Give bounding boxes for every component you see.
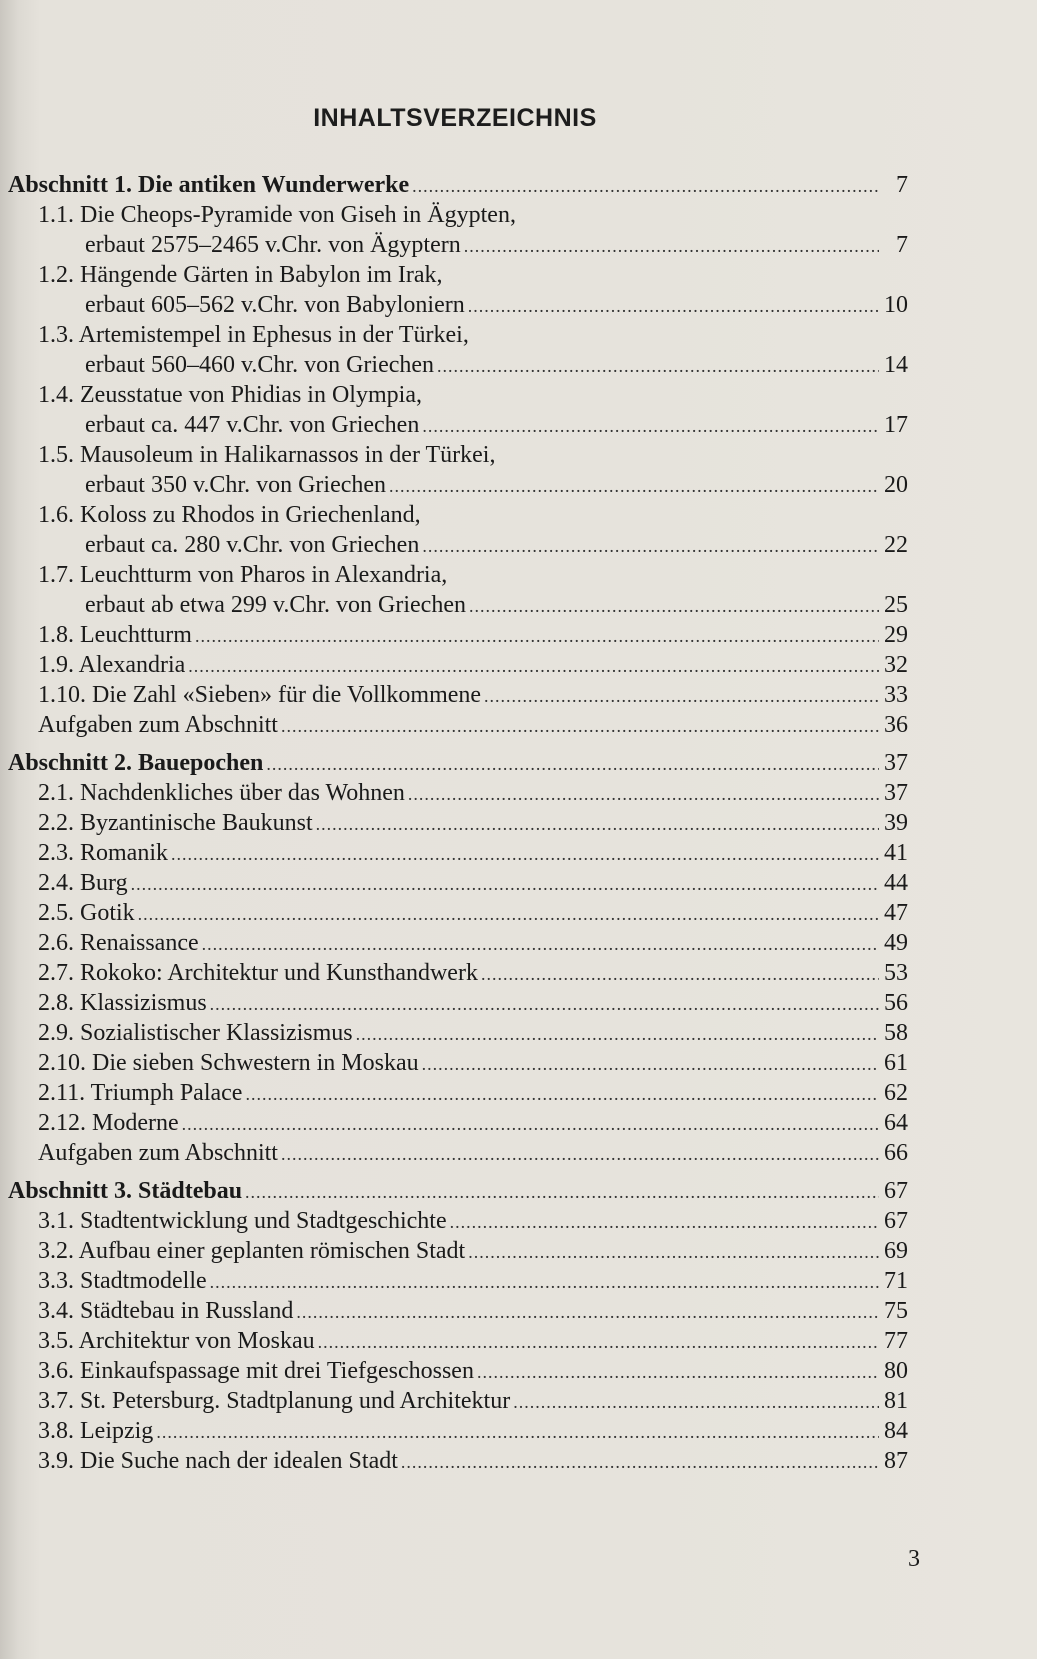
toc-entry xyxy=(8,1138,908,1168)
toc-entry-page: 69 xyxy=(884,1238,908,1264)
dot-leader xyxy=(469,591,879,621)
toc-entry xyxy=(8,1266,908,1296)
toc-entry-page: 64 xyxy=(884,1110,908,1136)
toc-entry xyxy=(8,868,908,898)
toc-entry-page: 44 xyxy=(884,870,908,896)
toc-entry-title: 2.8. Klassizismus xyxy=(38,990,207,1016)
toc-entry xyxy=(8,380,908,410)
toc-entry-page: 81 xyxy=(884,1388,908,1414)
toc-entry xyxy=(8,838,908,868)
toc-entry-title: 1.8. Leuchtturm xyxy=(38,622,192,648)
dot-leader xyxy=(422,1049,879,1079)
toc-entry xyxy=(8,1446,908,1476)
toc-entry-title: erbaut 350 v.Chr. von Griechen xyxy=(85,472,387,498)
toc-entry-title: 2.9. Sozialistischer Klassizismus xyxy=(38,1020,353,1046)
toc-chapter xyxy=(8,1176,908,1206)
dot-leader xyxy=(401,1447,879,1477)
toc-chapter xyxy=(8,748,908,778)
toc-entry xyxy=(8,958,908,988)
toc-entry xyxy=(8,590,908,620)
toc-entry-page: 22 xyxy=(884,532,908,558)
toc-entry-page: 62 xyxy=(884,1080,908,1106)
toc-entry-page: 33 xyxy=(884,682,908,708)
toc-entry-title: 1.5. Mausoleum in Halikarnassos in der Türkei, xyxy=(38,442,496,468)
toc-entry-title: 2.11. Triumph Palace xyxy=(38,1080,243,1106)
toc-entry xyxy=(8,1416,908,1446)
toc-entry xyxy=(8,500,908,530)
toc-entry-page: 20 xyxy=(884,472,908,498)
toc-entry-page: 53 xyxy=(884,960,908,986)
toc-entry-title: 3.2. Aufbau einer geplanten römischen Stadt xyxy=(38,1238,466,1264)
toc-entry-title: 3.1. Stadtentwicklung und Stadtgeschichte xyxy=(38,1208,447,1234)
toc-entry xyxy=(8,898,908,928)
toc-entry-page: 75 xyxy=(884,1298,908,1324)
toc-entry xyxy=(8,1236,908,1266)
dot-leader xyxy=(316,809,879,839)
toc-entry-title: 1.3. Artemistempel in Ephesus in der Türkei, xyxy=(38,322,469,348)
dot-leader xyxy=(210,1267,879,1297)
dot-leader xyxy=(408,779,879,809)
toc-entry-page: 71 xyxy=(884,1268,908,1294)
toc-entry-title: 2.5. Gotik xyxy=(38,900,135,926)
toc-entry xyxy=(8,440,908,470)
dot-leader xyxy=(266,749,879,779)
dot-leader xyxy=(481,959,879,989)
dot-leader xyxy=(296,1297,879,1327)
toc-entry-page: 58 xyxy=(884,1020,908,1046)
toc-entry-page: 47 xyxy=(884,900,908,926)
dot-leader xyxy=(245,1177,879,1207)
toc-entry-title: 3.9. Die Suche nach der idealen Stadt xyxy=(38,1448,398,1474)
dot-leader xyxy=(182,1109,879,1139)
toc-entry-page: 25 xyxy=(884,592,908,618)
toc-entry xyxy=(8,530,908,560)
toc-entry xyxy=(8,988,908,1018)
dot-leader xyxy=(156,1417,879,1447)
dot-leader xyxy=(131,869,879,899)
toc-entry-page: 61 xyxy=(884,1050,908,1076)
dot-leader xyxy=(484,681,879,711)
dot-leader xyxy=(138,899,879,929)
toc-entry-title: 3.3. Stadtmodelle xyxy=(38,1268,207,1294)
toc-entry-page: 37 xyxy=(884,750,908,776)
toc-entry-title: 2.12. Moderne xyxy=(38,1110,179,1136)
toc-entry-title: erbaut ca. 447 v.Chr. von Griechen xyxy=(85,412,420,438)
toc-entry-page: 49 xyxy=(884,930,908,956)
toc-entry xyxy=(8,320,908,350)
toc-entry-title: erbaut 2575–2465 v.Chr. von Ägyptern xyxy=(85,232,461,258)
dot-leader xyxy=(281,1139,879,1169)
toc-entry xyxy=(8,350,908,380)
toc-entry-title: erbaut 605–562 v.Chr. von Babyloniern xyxy=(85,292,465,318)
toc-entry xyxy=(8,290,908,320)
toc-entry xyxy=(8,230,908,260)
page-title: INHALTSVERZEICHNIS xyxy=(313,104,597,132)
dot-leader xyxy=(464,231,879,261)
toc-entry xyxy=(8,1386,908,1416)
toc-entry-title: 1.9. Alexandria xyxy=(38,652,186,678)
toc-chapter xyxy=(8,170,908,200)
toc-entry xyxy=(8,1356,908,1386)
toc-entry-page: 32 xyxy=(884,652,908,678)
toc-entry-title: 2.2. Byzantinische Baukunst xyxy=(38,810,313,836)
toc-entry-page: 17 xyxy=(884,412,908,438)
toc-entry xyxy=(8,650,908,680)
dot-leader xyxy=(356,1019,879,1049)
toc-entry xyxy=(8,470,908,500)
toc-entry-title: 3.4. Städtebau in Russland xyxy=(38,1298,294,1324)
toc-entry-title: 2.7. Rokoko: Architektur und Kunsthandwerk xyxy=(38,960,478,986)
toc-entry-page: 66 xyxy=(884,1140,908,1166)
toc-entry xyxy=(8,1206,908,1236)
toc-entry xyxy=(8,778,908,808)
toc-entry-page: 67 xyxy=(884,1178,908,1204)
toc-entry-title: Abschnitt 2. Bauepochen xyxy=(8,750,264,776)
dot-leader xyxy=(513,1387,879,1417)
toc-entry-page: 77 xyxy=(884,1328,908,1354)
dot-leader xyxy=(412,171,879,201)
dot-leader xyxy=(389,471,879,501)
dot-leader xyxy=(468,1237,879,1267)
toc-entry-page: 7 xyxy=(896,232,908,258)
dot-leader xyxy=(202,929,879,959)
toc-entry xyxy=(8,410,908,440)
toc-entry-page: 10 xyxy=(884,292,908,318)
toc-entry-title: 1.1. Die Cheops-Pyramide von Giseh in Ägypten, xyxy=(38,202,516,228)
toc-entry-title: 3.5. Architektur von Moskau xyxy=(38,1328,315,1354)
toc-entry-page: 29 xyxy=(884,622,908,648)
toc-entry-title: 1.2. Hängende Gärten in Babylon im Irak, xyxy=(38,262,443,288)
toc-entry xyxy=(8,928,908,958)
dot-leader xyxy=(468,291,879,321)
toc-entry-page: 41 xyxy=(884,840,908,866)
toc-entry-title: Aufgaben zum Abschnitt xyxy=(38,1140,278,1166)
toc-entry-title: 3.8. Leipzig xyxy=(38,1418,154,1444)
toc-entry-page: 56 xyxy=(884,990,908,1016)
toc-entry-title: 2.3. Romanik xyxy=(38,840,168,866)
dot-leader xyxy=(437,351,879,381)
toc-entry xyxy=(8,1048,908,1078)
toc-entry-title: 3.7. St. Petersburg. Stadtplanung und Architektur xyxy=(38,1388,511,1414)
toc-entry xyxy=(8,620,908,650)
toc-entry xyxy=(8,560,908,590)
table-of-contents xyxy=(8,170,908,1476)
toc-entry-page: 87 xyxy=(884,1448,908,1474)
toc-entry-title: Abschnitt 1. Die antiken Wunderwerke xyxy=(8,172,410,198)
toc-entry-page: 14 xyxy=(884,352,908,378)
toc-entry-title: 1.6. Koloss zu Rhodos in Griechenland, xyxy=(38,502,421,528)
toc-entry-title: 2.4. Burg xyxy=(38,870,128,896)
toc-entry-page: 7 xyxy=(896,172,908,198)
toc-entry xyxy=(8,680,908,710)
toc-entry xyxy=(8,1108,908,1138)
dot-leader xyxy=(318,1327,879,1357)
dot-leader xyxy=(422,411,879,441)
toc-entry xyxy=(8,808,908,838)
toc-entry-page: 67 xyxy=(884,1208,908,1234)
toc-entry-title: erbaut ab etwa 299 v.Chr. von Griechen xyxy=(85,592,466,618)
toc-entry-title: Abschnitt 3. Städtebau xyxy=(8,1178,243,1204)
dot-leader xyxy=(450,1207,879,1237)
toc-entry-title: erbaut 560–460 v.Chr. von Griechen xyxy=(85,352,435,378)
toc-entry-title: 2.10. Die sieben Schwestern in Moskau xyxy=(38,1050,419,1076)
toc-entry-page: 80 xyxy=(884,1358,908,1384)
toc-entry xyxy=(8,1326,908,1356)
toc-entry-title: erbaut ca. 280 v.Chr. von Griechen xyxy=(85,532,420,558)
toc-entry xyxy=(8,1296,908,1326)
dot-leader xyxy=(195,621,879,651)
dot-leader xyxy=(188,651,879,681)
toc-entry-title: 2.1. Nachdenkliches über das Wohnen xyxy=(38,780,405,806)
dot-leader xyxy=(210,989,879,1019)
dot-leader xyxy=(477,1357,879,1387)
toc-entry-title: Aufgaben zum Abschnitt xyxy=(38,712,278,738)
dot-leader xyxy=(422,531,879,561)
toc-entry-title: 1.7. Leuchtturm von Pharos in Alexandria, xyxy=(38,562,448,588)
toc-entry-page: 37 xyxy=(884,780,908,806)
toc-entry xyxy=(8,200,908,230)
toc-entry-title: 3.6. Einkaufspassage mit drei Tiefgeschossen xyxy=(38,1358,474,1384)
toc-entry xyxy=(8,1018,908,1048)
page-number: 3 xyxy=(908,1546,920,1572)
dot-leader xyxy=(171,839,879,869)
toc-entry-title: 1.10. Die Zahl «Sieben» für die Vollkommene xyxy=(38,682,482,708)
toc-entry-page: 36 xyxy=(884,712,908,738)
toc-entry-title: 2.6. Renaissance xyxy=(38,930,199,956)
toc-entry xyxy=(8,1078,908,1108)
toc-entry-title: 1.4. Zeusstatue von Phidias in Olympia, xyxy=(38,382,422,408)
toc-entry xyxy=(8,260,908,290)
dot-leader xyxy=(281,711,879,741)
toc-entry-page: 39 xyxy=(884,810,908,836)
toc-entry xyxy=(8,710,908,740)
toc-entry-page: 84 xyxy=(884,1418,908,1444)
dot-leader xyxy=(245,1079,879,1109)
